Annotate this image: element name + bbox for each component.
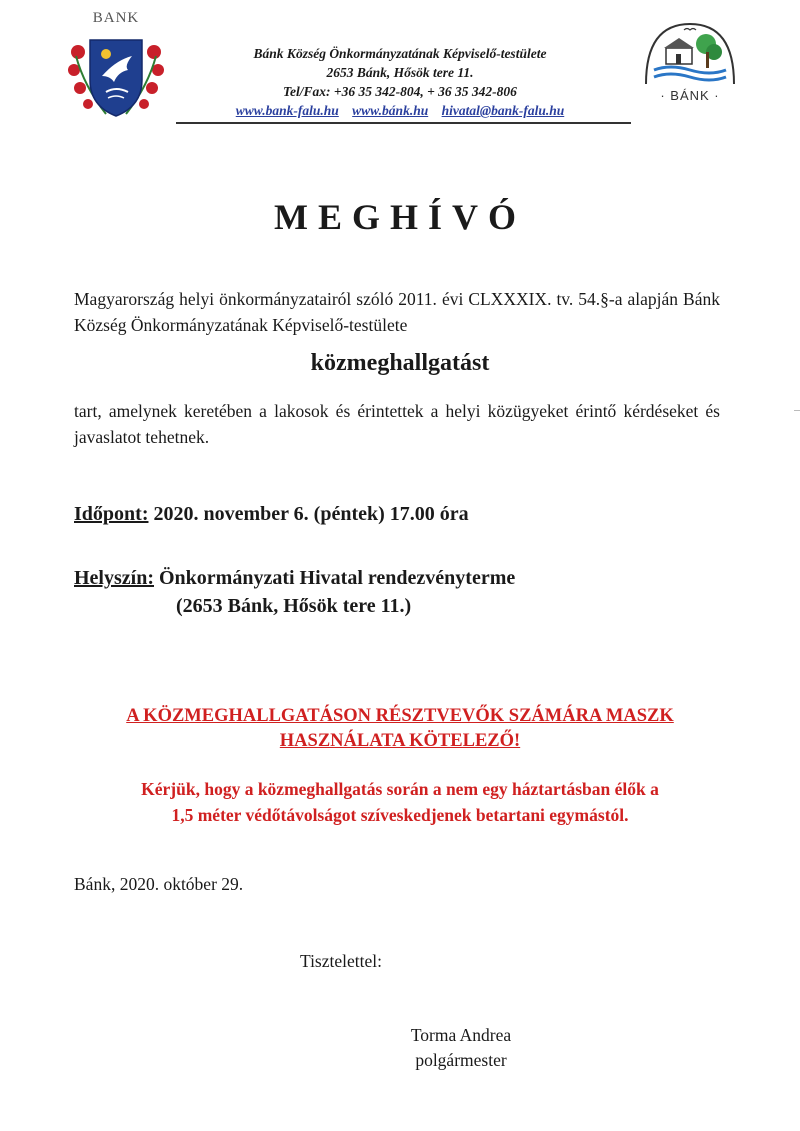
village-logo [640, 18, 740, 110]
time-label: Időpont: [74, 503, 149, 525]
website-link-alt[interactable]: www.bánk.hu [352, 103, 429, 118]
coat-of-arms [66, 10, 166, 120]
letterhead [190, 44, 610, 120]
place-value: Önkormányzati Hivatal rendezvényterme [159, 567, 516, 589]
org-phone: Tel/Fax: +36 35 342-804, + 36 35 342-806 [283, 84, 517, 99]
signer-title: polgármester [415, 1050, 507, 1070]
mask-notice-line-1: A KÖZMEGHALLGATÁSON RÉSZTVEVŐK SZÁMÁRA MASZK [126, 706, 674, 726]
place-label: Helyszín: [74, 567, 154, 589]
org-links [190, 101, 610, 120]
crest-label: BANK [92, 10, 140, 26]
org-name: Bánk Község Önkormányzatának Képviselő-testülete [253, 46, 547, 61]
intro-continuation: tart, amelynek keretében a lakosok és érintettek a helyi közügyeket érintő kérdéseket és javaslatot tehetnek. [74, 401, 720, 447]
distance-notice [60, 776, 740, 828]
intro-paragraph: Magyarország helyi önkormányzatairól szóló 2011. évi CLXXXIX. tv. 54.§-a alapján Bánk Község Önkormányzatának Képviselő-testülete [74, 289, 720, 335]
coat-of-arms-icon [66, 26, 166, 120]
time-value: 2020. november 6. (péntek) 17.00 óra [153, 503, 469, 525]
regards: Tisztelettel: [300, 951, 382, 971]
place-address: (2653 Bánk, Hősök tere 11.) [176, 595, 412, 617]
document-title: MEGHÍVÓ [273, 197, 526, 237]
mask-notice-line-2: HASZNÁLATA KÖTELEZŐ! [279, 731, 521, 751]
signature-block [396, 1023, 526, 1073]
distance-notice-line-2: 1,5 méter védőtávolságot szíveskedjenek betartani egymástól. [171, 805, 629, 825]
signer-name: Torma Andrea [410, 1025, 512, 1045]
time-line [74, 500, 469, 528]
mask-notice [60, 704, 740, 754]
header-divider [176, 122, 631, 124]
village-logo-icon [640, 18, 740, 88]
scan-mark [794, 410, 800, 411]
logo-label: · BÁNK · [660, 88, 720, 103]
place-line [74, 564, 515, 592]
distance-notice-line-1: Kérjük, hogy a közmeghallgatás során a nem egy háztartásban élők a [141, 779, 659, 799]
email-link[interactable]: hivatal@bank-falu.hu [441, 103, 565, 118]
subject-heading: közmeghallgatást [310, 350, 490, 376]
place-date: Bánk, 2020. október 29. [74, 874, 244, 894]
website-link[interactable]: www.bank-falu.hu [235, 103, 339, 118]
org-address: 2653 Bánk, Hősök tere 11. [326, 65, 474, 80]
